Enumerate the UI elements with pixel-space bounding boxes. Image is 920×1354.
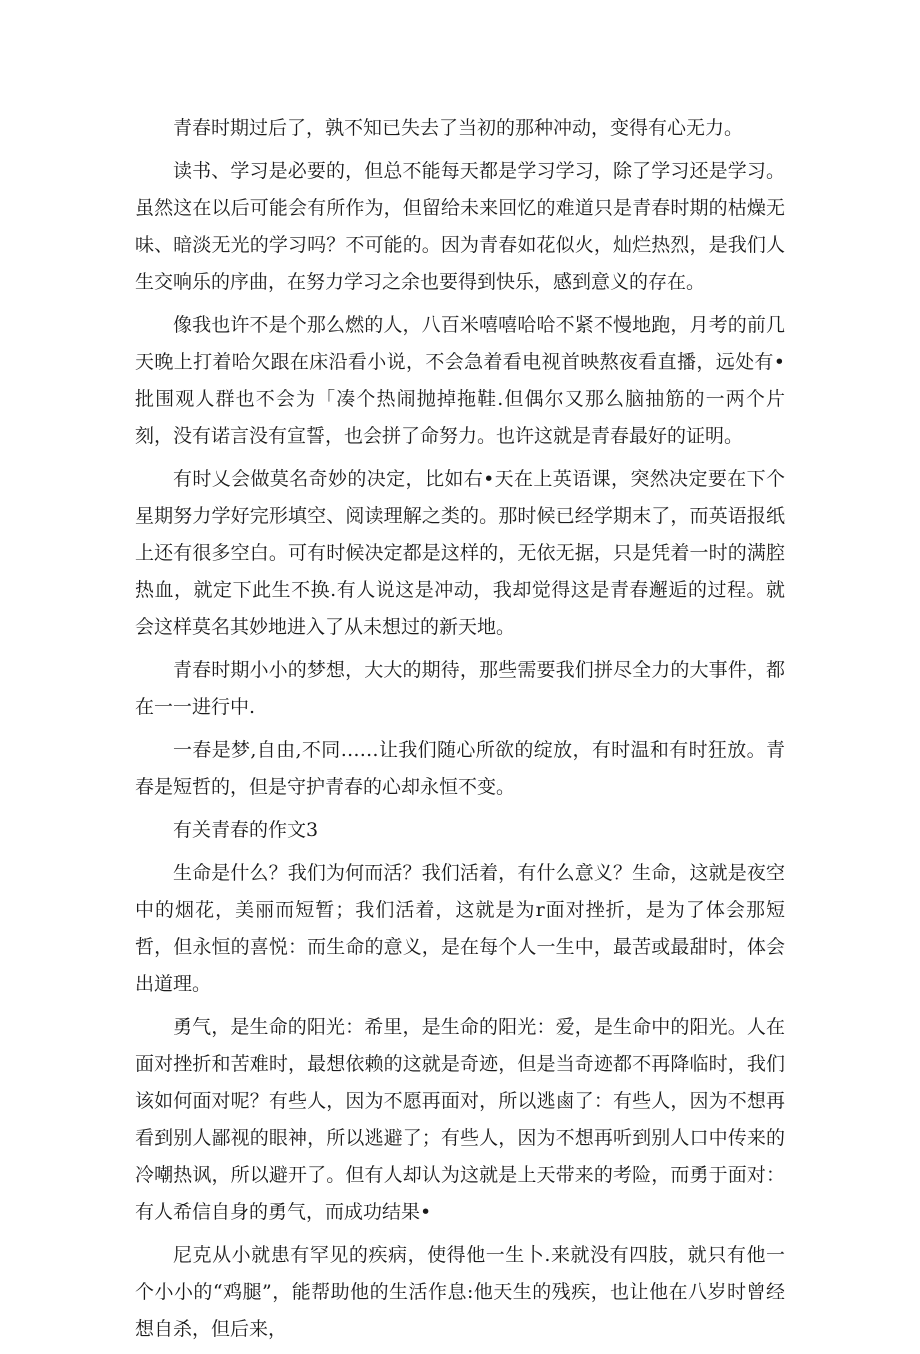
paragraph: 青春时期小小的梦想，大大的期待，那些需要我们拼尽全力的大事件，都在一一进行中. [135,659,785,718]
paragraph: 读书、学习是必要的，但总不能每天都是学习学习，除了学习还是学习。虽然这在以后可能会有所作为，但留给未来回忆的难道只是青春时期的枯燥无味、暗淡无光的学习吗？不可能的。因为青春如花似火，灿烂热烈，是我们人生交响乐的序曲，在努力学习之余也要得到快乐，感到意义的存在。 [135,160,785,293]
paragraph: 勇气，是生命的阳光：希里，是生命的阳光：爱，是生命中的阳光。人在面对挫折和苦难时，最想依赖的这就是奇迹，但是当奇迹都不再降临时，我们该如何面对呢？有些人，因为不愿再面对，所以逃鹵了：有些人，因为不想再看到别人鄙视的眼神，所以逃避了；有些人，因为不想再听到别人口中传来的冷嘲热讽，所以避开了。但有人却认为这就是上天带来的考险，而勇于面对：有人希信自身的勇气，而成功结果• [135,1016,785,1223]
section-heading: 有关青春的作文3 [173,819,319,841]
paragraph: 生命是什么？我们为何而活？我们活着，有什么意义？生命，这就是夜空中的烟花，美丽而短暂；我们活着，这就是为r面对挫折，是为了体会那短哲，但永恒的喜悦：而生命的意义，是在每个人一生中，最苦或最甜时，体会出道理。 [135,862,785,995]
paragraph: 尼克从小就患有罕见的疾病，使得他一生卜.来就没有四肢，就只有他一个小小的“鸡腿”，能帮助他的生活作息:他天生的残疾，也让他在八岁时曾经想自杀，但后来， [135,1244,785,1340]
paragraph: 有时乂会做莫名奇妙的决定，比如右•天在上英语课，突然决定要在下个星期努力学好完形填空、阅读理解之类的。那时候已经学期末了，而英语报纸上还有很多空白。可有时候决定都是这样的，无依无据，只是凭着一时的满腔热血，就定下此生不换.有人说这是冲动，我却觉得这是青春邂逅的过程。就会这样莫名其妙地进入了从未想过的新天地。 [135,468,785,638]
paragraph: 像我也许不是个那么燃的人，八百米嘻嘻哈哈不紧不慢地跑，月考的前几天晚上打着哈欠跟在床沿看小说，不会急着看电视首映熬夜看直播，远处有•批围观人群也不会为「凑个热闹抛掉拖鞋.但偶尔又那么脑抽筋的一两个片刻，没有诺言没有宣誓，也会拼了命努力。也许这就是青春最好的证明。 [135,314,785,447]
document-body [135,110,785,1354]
paragraph: 青春时期过后了，孰不知已失去了当初的那种冲动，变得有心无力。 [173,117,744,139]
paragraph: 一春是梦,自由,不同……让我们随心所欲的绽放，有时温和有时狂放。青春是短哲的，但是守护青春的心却永恒不变。 [135,739,785,798]
